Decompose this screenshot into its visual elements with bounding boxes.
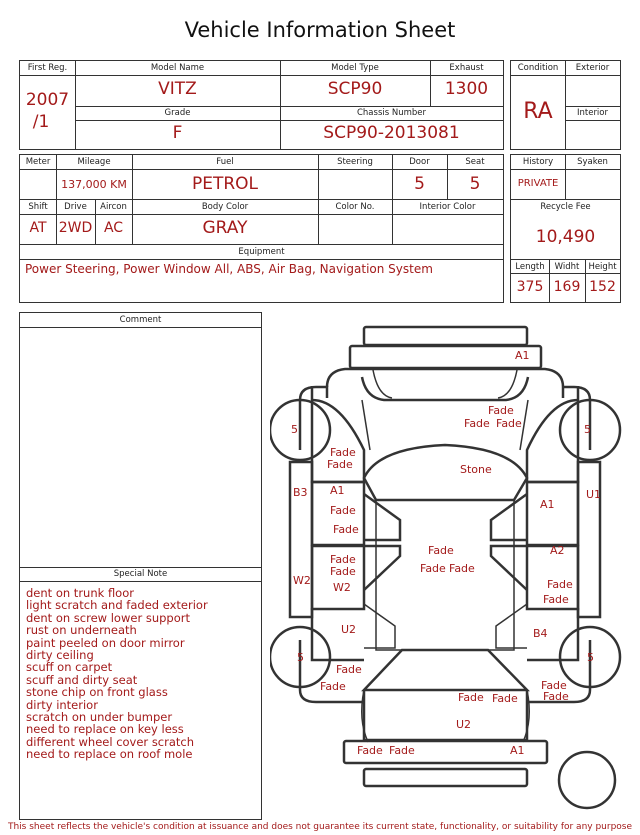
condition-label: Condition	[517, 63, 559, 73]
damage-mark: Fade	[336, 663, 362, 676]
condition-value: RA	[523, 99, 553, 124]
damage-mark: Fade	[543, 593, 569, 606]
damage-mark: A1	[515, 349, 530, 362]
list-item: dent on screw lower support	[26, 610, 190, 625]
aircon-label: Aircon	[100, 202, 127, 212]
damage-mark: Fade	[458, 691, 484, 704]
meter-label: Meter	[25, 157, 51, 167]
mileage-value: 137,000 KM	[61, 178, 127, 191]
list-item: need to replace on roof mole	[26, 747, 193, 762]
chassis-value: SCP90-2013081	[323, 123, 460, 143]
model-type-label: Model Type	[331, 63, 379, 73]
damage-mark: W2	[293, 574, 311, 587]
tire-mark: 5	[584, 423, 591, 436]
width-value: 169	[553, 279, 581, 295]
height-label: Height	[588, 262, 617, 272]
equipment-label: Equipment	[238, 247, 285, 257]
damage-mark: U1	[586, 488, 602, 501]
history-value: PRIVATE	[517, 178, 559, 189]
list-item: need to replace on key less	[26, 722, 184, 737]
fuel-value: PETROL	[191, 174, 259, 194]
width-label: Widht	[554, 262, 580, 272]
damage-mark: Fade	[327, 458, 353, 471]
comment-label: Comment	[119, 315, 162, 325]
mileage-label: Mileage	[77, 157, 111, 167]
spec-table	[19, 154, 504, 303]
damage-mark: A1	[510, 744, 525, 757]
shift-label: Shift	[28, 202, 48, 212]
page-title: Vehicle Information Sheet	[184, 18, 456, 42]
first-reg-month: /1	[32, 112, 50, 132]
damage-mark: A1	[540, 498, 555, 511]
damage-mark: U2	[341, 623, 357, 636]
special-notes-list	[26, 587, 208, 761]
aircon-value: AC	[103, 220, 124, 236]
model-name-label: Model Name	[150, 63, 205, 73]
list-item: rust on underneath	[26, 623, 137, 638]
rear-bumper-outline	[364, 769, 527, 786]
right-side-step	[578, 462, 600, 617]
spare-tire	[559, 752, 615, 808]
damage-mark: Fade	[357, 744, 383, 757]
grade-label: Grade	[164, 108, 191, 118]
damage-mark: A2	[550, 544, 565, 557]
damage-mark: Fade	[547, 578, 573, 591]
damage-mark: Fade	[330, 553, 356, 566]
damage-mark: Fade	[541, 679, 567, 692]
history-table	[510, 154, 621, 303]
tire-mark: 5	[297, 651, 304, 664]
damage-mark: B4	[533, 627, 548, 640]
damage-mark: B3	[293, 486, 308, 499]
seat-label: Seat	[465, 157, 485, 167]
drive-label: Drive	[64, 202, 87, 212]
damage-mark: Fade	[449, 562, 475, 575]
damage-mark: Fade	[543, 690, 569, 703]
damage-mark: Fade	[330, 446, 356, 459]
list-item: dent on trunk floor	[26, 586, 134, 600]
exhaust-label: Exhaust	[449, 63, 484, 73]
height-value: 152	[589, 279, 616, 295]
list-item: stone chip on front glass	[26, 685, 168, 700]
list-item: scuff on carpet	[26, 660, 113, 675]
length-label: Length	[515, 262, 545, 272]
damage-mark: Fade	[330, 504, 356, 517]
syaken-label: Syaken	[577, 157, 608, 167]
damage-mark: Fade	[488, 404, 514, 417]
door-label: Door	[409, 157, 430, 167]
recycle-fee-label: Recycle Fee	[540, 202, 591, 212]
list-item: light scratch and faded exterior	[26, 598, 208, 613]
disclaimer-footer: This sheet reflects the vehicle's condition at issuance and does not guarantee its current state, functionality, or suitability for any purpose	[7, 822, 633, 832]
exterior-label: Exterior	[575, 63, 610, 73]
special-note-label: Special Note	[113, 569, 168, 579]
drive-value: 2WD	[58, 220, 93, 236]
steering-label: Steering	[337, 157, 373, 167]
body-color-value: GRAY	[202, 218, 248, 238]
damage-mark: Stone	[460, 463, 492, 476]
list-item: paint peeled on door mirror	[26, 635, 185, 650]
front-bumper-outline	[364, 327, 527, 345]
damage-mark: Fade	[333, 523, 359, 536]
list-item: scuff and dirty seat	[26, 672, 138, 687]
history-label: History	[522, 157, 554, 167]
recycle-fee-value: 10,490	[535, 227, 596, 247]
equipment-value: Power Steering, Power Window All, ABS, Air Bag, Navigation System	[25, 262, 433, 276]
exhaust-value: 1300	[444, 79, 489, 99]
grade-value: F	[172, 123, 183, 143]
damage-mark: Fade	[496, 417, 522, 430]
fuel-label: Fuel	[216, 157, 234, 167]
body-color-label: Body Color	[201, 202, 249, 212]
damage-mark: Fade	[492, 692, 518, 705]
damage-mark: Fade	[389, 744, 415, 757]
color-no-label: Color No.	[335, 202, 375, 212]
condition-table	[510, 60, 621, 150]
chassis-label: Chassis Number	[356, 108, 427, 118]
damage-mark: Fade	[420, 562, 446, 575]
damage-mark: Fade	[428, 544, 454, 557]
first-reg-year: 2007	[25, 90, 70, 110]
door-value: 5	[414, 174, 425, 194]
list-item: dirty ceiling	[26, 648, 94, 663]
list-item: different wheel cover scratch	[26, 734, 195, 749]
basic-info-table	[19, 60, 504, 150]
interior-label: Interior	[576, 108, 608, 118]
shift-value: AT	[29, 220, 47, 236]
list-item: dirty interior	[26, 697, 98, 712]
damage-mark: Fade	[320, 680, 346, 693]
front-bumper-panel	[350, 346, 541, 368]
damage-mark: W2	[333, 581, 351, 594]
tire-mark: 5	[587, 651, 594, 664]
damage-mark: Fade	[330, 565, 356, 578]
length-value: 375	[516, 279, 544, 295]
damage-mark: Fade	[464, 417, 490, 430]
first-reg-label: First Reg.	[27, 63, 68, 73]
model-name-value: VITZ	[158, 79, 197, 99]
list-item: scratch on under bumper	[26, 710, 173, 725]
damage-mark: A1	[330, 484, 345, 497]
interior-color-label: Interior Color	[419, 202, 476, 212]
model-type-value: SCP90	[327, 79, 383, 99]
damage-mark: U2	[456, 718, 472, 731]
tire-mark: 5	[291, 423, 298, 436]
seat-value: 5	[469, 174, 481, 194]
